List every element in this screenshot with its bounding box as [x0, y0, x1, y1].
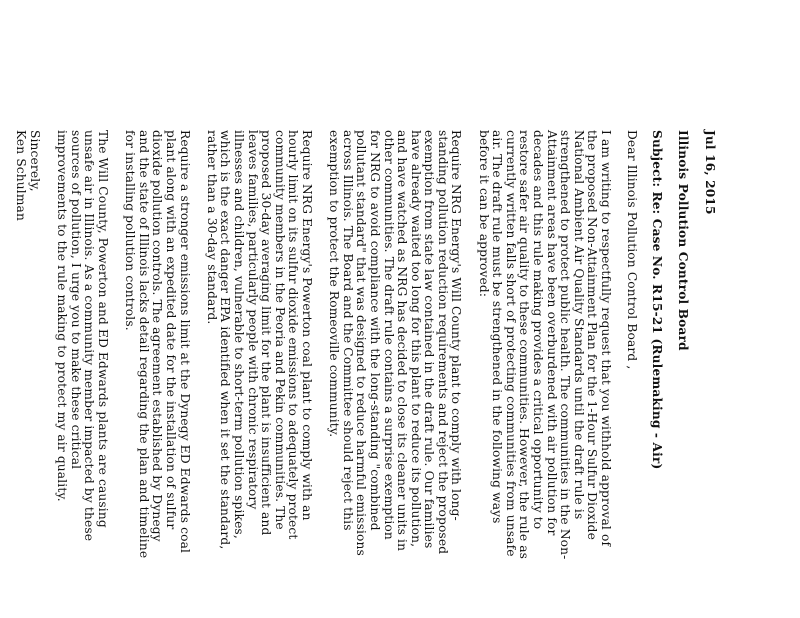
recipient: Illinois Pollution Control Board — [675, 130, 690, 351]
paragraph-intro: I am writing to respectfully request that you withhold approval of the proposed Non-Attainment Plan for the 1-Hour Sulfur Dioxide National Ambient Air Quality Standards until the draft rule is strengthened to protect public health. The communities in the Non-Attainment areas have been overburdened with air pollution for decades and this rule making provides a critical opportunity to restore safer air quality to these communities. However, the rule as currently written falls short of protecting communities from unsafe air. The draft rule must be strengthened in the following ways before it can be approved: — [476, 130, 614, 560]
letter — [14, 130, 717, 560]
paragraph-conclusion: The Will County, Powerton and ED Edwards plants are causing unsafe air in Illinois. As a community member impacted by these sources of pollution, I urge you to make these critical improvements to the rule making to protect my air quality. — [55, 130, 111, 542]
closing: Sincerely, — [28, 130, 43, 192]
salutation: Dear Illinois Pollution Control Board , — [624, 130, 639, 370]
paragraph-ed-edwards: Require a stronger emissions limit at the Dynegy ED Edwards coal plant along with an expedited date for the installation of sulfur dioxide pollution controls. The agreement established by Dynegy and the state of Illinois lacks detail regarding the plan and timeline for installing pollution controls. — [123, 130, 192, 559]
letter-date: Jul 16, 2015 — [703, 130, 717, 215]
paragraph-will-county: Require NRG Energy's Will County plant to comply with long-standing pollution reduction requirements and reject the proposed exemption from state law contained in the draft rule. Our families have already waited too long for this plant to reduce its pollution, and have watched as NRG has decided to close its cleaner units in other communities. The draft rule contains a surprise exemption for NRG to avoid compliance with the long-standing "combined pollutant standard" that was designed to reduce harmful emissions across Illinois. The Board and the Committee should reject this exemption to protect the Romeoville community. — [327, 130, 464, 556]
signature: Ken Schulman — [14, 130, 29, 221]
paragraph-powerton: Require NRG Energy's Powerton coal plant to comply with an hourly limit on its sulfur dioxide emissions to adequately protect community members in the Peoria and Pekin communities. The proposed 30-day averaging limit for the plant is insufficient and leaves families, particularly people with chronic respiratory illnesses and children, vulnerable to short-term pollution spikes, which is the exact danger EPA identified when it set the standard, rather than a 30-day standard. — [204, 130, 314, 550]
subject-line: Subject: Re: Case No. R15-21 (Rulemaking - Air) — [650, 130, 665, 470]
